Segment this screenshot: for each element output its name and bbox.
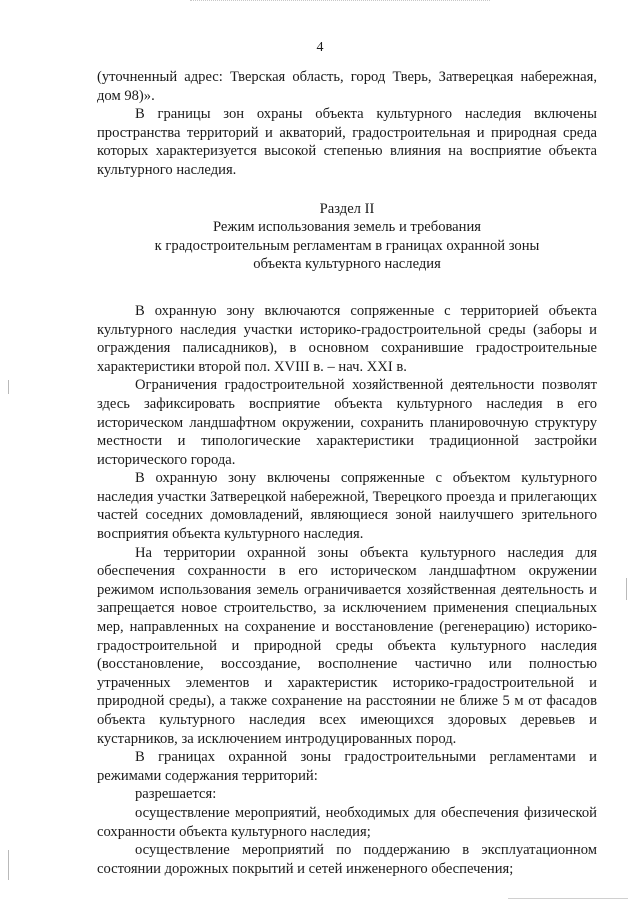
body-paragraph: осуществление мероприятий, необходимых для обеспечения физической сохранности объекта культурного наследия; <box>97 804 597 840</box>
section-heading <box>97 200 597 274</box>
body-paragraph: На территории охранной зоны объекта культурного наследия для обеспечения сохранности в его историческом ландшафтном окружении режимом использования земель ограничивается хозяйственная деятельность и запрещается новое строительство, за исключением применения специальных мер, направленных на сохранение и восстановление (регенерацию) историко-градостроительной и природной среды объекта культурного наследия (восстановление, воссоздание, восполнение частично или полностью утраченных элементов и характеристик историко-градостроительной и природной среды), а также сохранение на расстоянии не ближе 5 м от фасадов объекта культурного наследия всех имеющихся здоровых деревьев и кустарников, за исключением интродуцированных пород. <box>97 544 597 747</box>
scan-artifact <box>626 578 627 600</box>
body-paragraph: В охранную зону включены сопряженные с объектом культурного наследия участки Затверецкой набережной, Тверецкого проезда и прилегающих частей соседних домовладений, являющиеся зоной наилучшего зрительного восприятия объекта культурного наследия. <box>97 470 597 543</box>
scan-artifact <box>508 898 628 899</box>
body-paragraph: В границах охранной зоны градостроительными регламентами и режимами содержания территорий: <box>97 749 597 784</box>
body-paragraph: осуществление мероприятий по поддержанию в эксплуатационном состоянии дорожных покрытий и сетей инженерного обеспечения; <box>97 842 597 877</box>
zones-paragraph: В границы зон охраны объекта культурного наследия включены пространства территорий и акваторий, градостроительная и природная среда которых характеризуется высокой степенью влияния на восприятие объекта культурного наследия. <box>97 106 597 178</box>
section-label: Раздел II <box>319 200 375 217</box>
section-title-line: Режим использования земель и требования <box>212 219 481 236</box>
page-number: 4 <box>316 40 324 55</box>
document-body <box>97 68 597 878</box>
section-title-line: объекта культурного наследия <box>253 256 441 273</box>
section-title-line: к градостроительным регламентам в границах охранной зоны <box>154 237 540 254</box>
body-paragraph: В охранную зону включаются сопряженные с территорией объекта культурного наследия участки историко-градостроительной среды (заборы и ограждения палисадников), в основном сохранившие градостроительные характеристики второй пол. XVIII в. – нач. XXI в. <box>97 302 597 375</box>
body-paragraph: Ограничения градостроительной хозяйственной деятельности позволят здесь зафиксировать восприятие объекта культурного наследия в его историческом ландшафтном окружении, сохранить планировочную структуру местности и типологические характеристики традиционной застройки исторического города. <box>97 377 597 468</box>
address-paragraph: (уточненный адрес: Тверская область, город Тверь, Затверецкая набережная, дом 98)». <box>97 69 597 104</box>
scan-artifact <box>190 0 490 7</box>
body-paragraph: разрешается: <box>135 786 217 803</box>
scan-artifact <box>8 850 9 880</box>
scan-artifact <box>8 380 9 394</box>
